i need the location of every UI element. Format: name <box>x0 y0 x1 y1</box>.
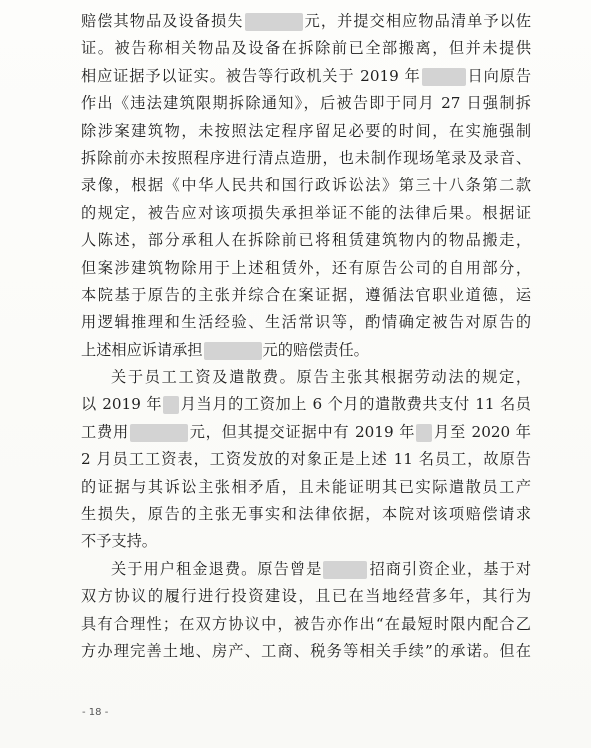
text-line: 的证据与其诉讼主张相矛盾，且未能证明其已实际遣散员工产 <box>81 477 531 496</box>
redaction-mark <box>245 13 303 31</box>
redaction-mark <box>130 424 188 442</box>
text-line: 相应证据予以证实。被告等行政机关于 2019 年 日向原告 <box>81 66 531 85</box>
text-line: 用逻辑推理和生活经验、生活常识等，酌情确定被告对原告的 <box>81 313 531 332</box>
text-line: 不予支持。 <box>81 532 157 551</box>
text-line: 关于用户租金退费。原告曾是 招商引资企业，基于对 <box>111 559 532 578</box>
redaction-mark <box>323 561 367 579</box>
text-line: 上述相应诉请承担 元的赔偿责任。 <box>81 340 369 359</box>
text-line: 录像，根据《中华人民共和国行政诉讼法》第三十八条第二款 <box>81 176 531 195</box>
text-line: 除涉案建筑物，未按照法定程序留足必要的时间，在实施强制 <box>81 121 531 140</box>
text-line: 双方协议的履行进行投资建设，且已在当地经营多年，其行为 <box>81 587 531 606</box>
text-line: 工费用 元，但其提交证据中有 2019 年 月至 2020 年 <box>81 422 531 441</box>
text-line: 赔偿其物品及设备损失 元，并提交相应物品清单予以佐 <box>81 12 531 30</box>
text-line: 但案涉建筑物除用于上述租赁外，还有原告公司的自用部分， <box>81 258 531 277</box>
text-line: 生损失，原告的主张无事实和法律依据，本院对该项赔偿请求 <box>81 505 531 524</box>
text-line: 2 月员工工资表，工资发放的对象正是上述 11 名员工，故原告 <box>81 450 531 469</box>
text-line: 作出《违法建筑限期拆除通知》，后被告即于同月 27 日强制拆 <box>81 94 531 113</box>
text-line: 人陈述，部分承租人在拆除前已将租赁建筑物内的物品搬走， <box>81 231 531 250</box>
text-line: 具有合理性；在双方协议中，被告亦作出“在最短时限内配合乙 <box>81 614 531 633</box>
text-line: 以 2019 年 月当月的工资加上 6 个月的遣散费共支付 11 名员 <box>81 395 531 414</box>
text-line: 方办理完善土地、房产、工商、税务等相关手续”的承诺。但在 <box>81 641 531 660</box>
redaction-mark <box>163 396 179 414</box>
text-line: 关于员工工资及遣散费。原告主张其根据劳动法的规定， <box>111 368 531 387</box>
page-number: - 18 - <box>82 707 109 718</box>
redaction-mark <box>422 68 466 86</box>
text-line: 证。被告称相关物品及设备在拆除前已全部搬离，但并未提供 <box>81 39 531 58</box>
text-line: 的规定，被告应对该项损失承担举证不能的法律后果。根据证 <box>81 203 531 222</box>
body-text <box>81 8 531 665</box>
text-line: 拆除前亦未按照程序进行清点造册，也未制作现场笔录及录音、 <box>81 148 531 167</box>
text-line: 本院基于原告的主张并综合在案证据，遵循法官职业道德，运 <box>81 285 531 304</box>
redaction-mark <box>204 342 262 360</box>
redaction-mark <box>416 424 432 442</box>
